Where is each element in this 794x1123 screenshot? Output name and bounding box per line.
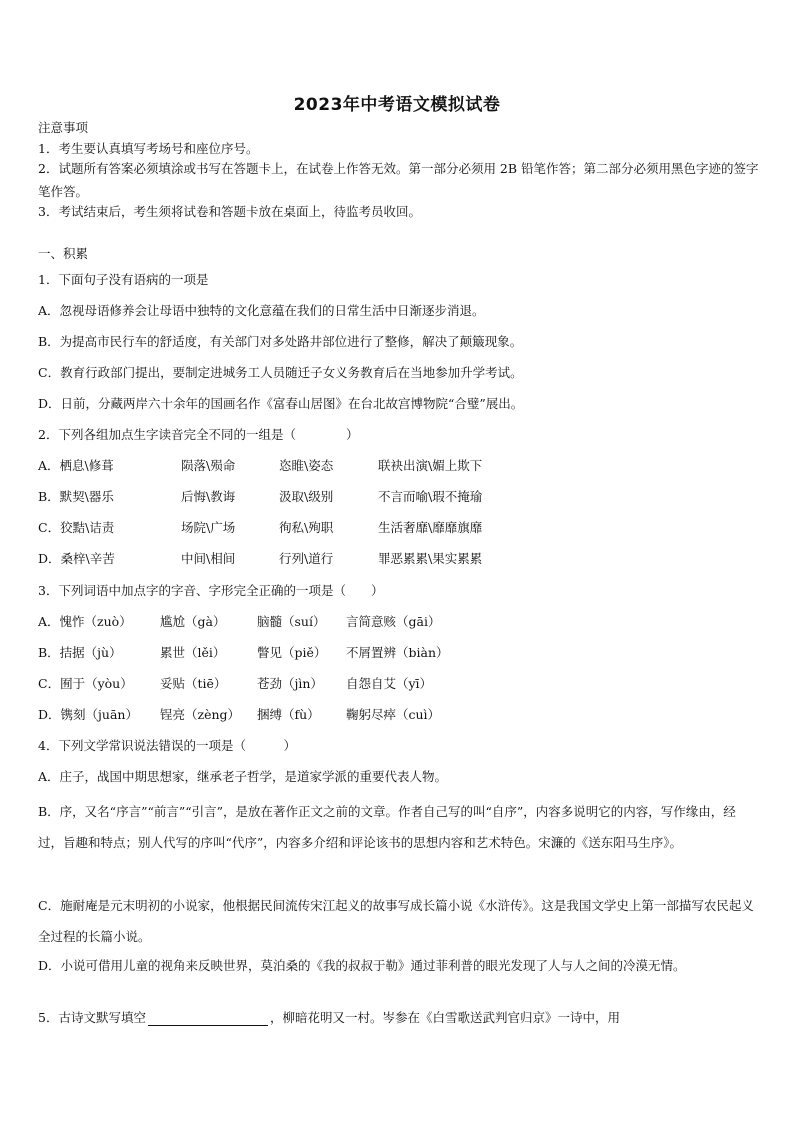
question-4-stem: 4．下列文学常识说法错误的一项是（ ） <box>38 738 296 753</box>
option-cell: B．拮据（jù） <box>38 645 122 660</box>
option-cell: 陨落\殒命 <box>181 458 236 473</box>
question-1-option-c: C．教育行政部门提出，要制定进城务工人员随迁子女义务教育后在当地参加升学考试。 <box>38 365 523 380</box>
option-cell: 恣睢\姿态 <box>279 458 334 473</box>
question-3-stem: 3．下列词语中加点字的字音、字形完全正确的一项是（ ） <box>38 583 384 598</box>
question-5-stem <box>38 1010 620 1026</box>
option-cell: A．栖息\修葺 <box>38 458 114 473</box>
option-cell: 罪恶累累\果实累累 <box>378 551 483 566</box>
option-cell: 累世（lěi） <box>160 645 226 660</box>
option-cell: 不屑置辨（biàn） <box>346 645 449 660</box>
question-5-stem-before: 5．古诗文默写填空 <box>38 1010 146 1025</box>
option-cell: B．默契\器乐 <box>38 489 114 504</box>
question-5-stem-after: ，柳暗花明又一村。岑参在《白雪歌送武判官归京》一诗中，用 <box>269 1010 620 1025</box>
option-cell: 行列\道行 <box>279 551 334 566</box>
option-cell: 捆缚（fù） <box>257 707 320 722</box>
notice-item-1: 1．考生要认真填写考场号和座位序号。 <box>38 141 259 156</box>
option-cell: 徇私\殉职 <box>279 520 334 535</box>
option-cell: 生活奢靡\靡靡旗靡 <box>378 520 483 535</box>
option-cell: 自怨自艾（yī） <box>346 676 433 691</box>
option-cell: D．镌刻（juān） <box>38 707 138 722</box>
question-1-stem: 1．下面句子没有语病的一项是 <box>38 272 209 287</box>
notice-heading: 注意事项 <box>38 120 89 135</box>
section-heading: 一、积累 <box>38 246 89 261</box>
option-cell: 后悔\教诲 <box>181 489 236 504</box>
option-cell: 中间\相间 <box>181 551 236 566</box>
option-cell: 苍劲（jìn） <box>257 676 323 691</box>
option-cell: 场院\广场 <box>181 520 236 535</box>
fill-in-blank[interactable] <box>148 1012 268 1026</box>
notice-item-3: 3．考试结束后，考生须将试卷和答题卡放在桌面上，待监考员收回。 <box>38 204 421 219</box>
question-4-option-a: A．庄子，战国中期思想家，继承老子哲学，是道家学派的重要代表人物。 <box>38 769 448 784</box>
question-4-option-b: B．序，又名“序言”“前言”“引言”，是放在著作正文之前的文章。作者自己写的叫“自序”，内容多说明它的内容，写作缘由，经过，旨趣和特点；别人代写的序叫“代序”，内容多介绍和评论该书的思想内容和艺术特色。宋濂的《送东阳马生序》。 <box>38 804 736 850</box>
option-cell: 锃亮（zèng） <box>160 707 241 722</box>
option-cell: 尴尬（gà） <box>160 614 226 629</box>
option-cell: 言简意赅（gāi） <box>346 614 441 629</box>
option-cell: 联袂出演\媚上欺下 <box>378 458 483 473</box>
option-cell: 妥贴（tiē） <box>160 676 227 691</box>
question-4-option-c: C．施耐庵是元末明初的小说家，他根据民间流传宋江起义的故事写成长篇小说《水浒传》。这是我国文学史上第一部描写农民起义全过程的长篇小说。 <box>38 898 754 944</box>
option-cell: 鞠躬尽瘁（cuì） <box>346 707 441 722</box>
question-1-option-d: D．日前，分藏两岸六十余年的国画名作《富春山居图》在台北故宫博物院“合璧”展出。 <box>38 396 524 411</box>
notice-item-2: 2．试题所有答案必须填涂或书写在答题卡上，在试卷上作答无效。第一部分必须用 2B 铅笔作答；第二部分必须用黑色字迹的签字笔作答。 <box>38 161 759 199</box>
page-title: 2023年中考语文模拟试卷 <box>293 95 501 115</box>
option-cell: 汲取\级别 <box>279 489 334 504</box>
question-1-option-a: A．忽视母语修养会让母语中独特的文化意蕴在我们的日常生活中日渐逐步消退。 <box>38 303 485 318</box>
question-1-option-b: B．为提高市民行车的舒适度，有关部门对多处路井部位进行了整修，解决了颠簸现象。 <box>38 334 523 349</box>
option-cell: 瞥见（piě） <box>257 645 327 660</box>
option-cell: D．桑梓\辛苦 <box>38 551 115 566</box>
option-cell: C．囿于（yòu） <box>38 676 133 691</box>
question-4-option-d: D．小说可借用儿童的视角来反映世界，莫泊桑的《我的叔叔于勒》通过菲利普的眼光发现了人与人之间的冷漠无情。 <box>38 958 686 973</box>
option-cell: A．愧怍（zuò） <box>38 614 132 629</box>
option-cell: 脑髓（suí） <box>257 614 326 629</box>
option-cell: 不言而喻\瑕不掩瑜 <box>378 489 483 504</box>
option-cell: C．狡黠\诘责 <box>38 520 115 535</box>
question-2-stem: 2．下列各组加点生字读音完全不同的一组是（ ） <box>38 427 359 442</box>
